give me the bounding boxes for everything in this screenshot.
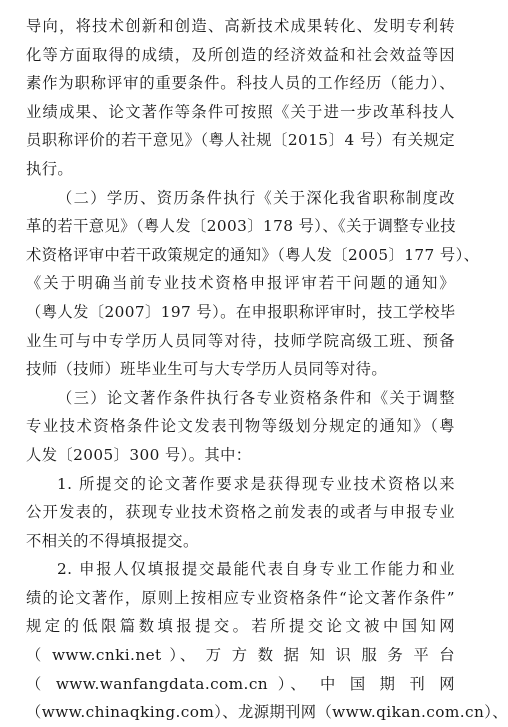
text-line: 公开发表的，获现专业技术资格之前发表的或者与申报专业 <box>26 503 455 522</box>
text-line: （粤人发〔2007〕197 号）。在申报职称评审时，技工学校毕 <box>26 302 456 321</box>
text-line: 1. 所提交的论文著作要求是获得现专业技术资格以来 <box>57 474 455 493</box>
text-line: （ www.wanfangdata.com.cn ）、 中 国 期 刊 网 <box>26 674 455 693</box>
text-line: （二）学历、资历条件执行《关于深化我省职称制度改 <box>57 188 455 207</box>
text-line: 技师（技师）班毕业生可与大专学历人员同等对待。 <box>26 360 388 379</box>
text-line: 执行。 <box>26 159 74 178</box>
text-line: 革的若干意见》（粤人发〔2003〕178 号）、《关于调整专业技 <box>26 217 456 236</box>
text-line: 术资格评审中若干政策规定的通知》（粤人发〔2005〕177 号）、 <box>26 245 480 264</box>
text-line: 人发〔2005〕300 号）。其中： <box>26 445 252 464</box>
text-line: （三）论文著作条件执行各专业资格条件和《关于调整 <box>57 388 455 407</box>
text-line: 2. 申报人仅填报提交最能代表自身专业工作能力和业 <box>57 560 455 579</box>
text-line: 员职称评价的若干意见》（粤人社规〔2015〕4 号）有关规定 <box>26 131 455 150</box>
text-line: 《关于明确当前专业技术资格申报评审若干问题的通知》 <box>26 274 455 293</box>
text-line: 素作为职称评审的重要条件。科技人员的工作经历（能力）、 <box>26 74 455 93</box>
text-line: 化等方面取得的成绩，及所创造的经济效益和社会效益等因 <box>26 45 455 64</box>
text-line: （www.chinaqking.com）、龙源期刊网（www.qikan.com.cn）、 <box>26 703 508 722</box>
text-line: 绩的论文著作，原则上按相应专业资格条件“论文著作条件” <box>26 588 455 607</box>
text-line: （ www.cnki.net ）、 万 方 数 据 知 识 服 务 平 台 <box>26 646 455 665</box>
text-line: 规定的低限篇数填报提交。若所提交论文被中国知网 <box>26 617 455 636</box>
text-line: 业绩成果、论文著作等条件可按照《关于进一步改革科技人 <box>26 102 455 121</box>
text-line: 专业技术资格条件论文发表刊物等级划分规定的通知》（粤 <box>26 417 455 436</box>
text-line: 业生可与中专学历人员同等对待，技师学院高级工班、预备 <box>26 331 455 350</box>
text-line: 不相关的不得填报提交。 <box>26 531 199 550</box>
text-line: 导向，将技术创新和创造、高新技术成果转化、发明专利转 <box>26 17 455 35</box>
